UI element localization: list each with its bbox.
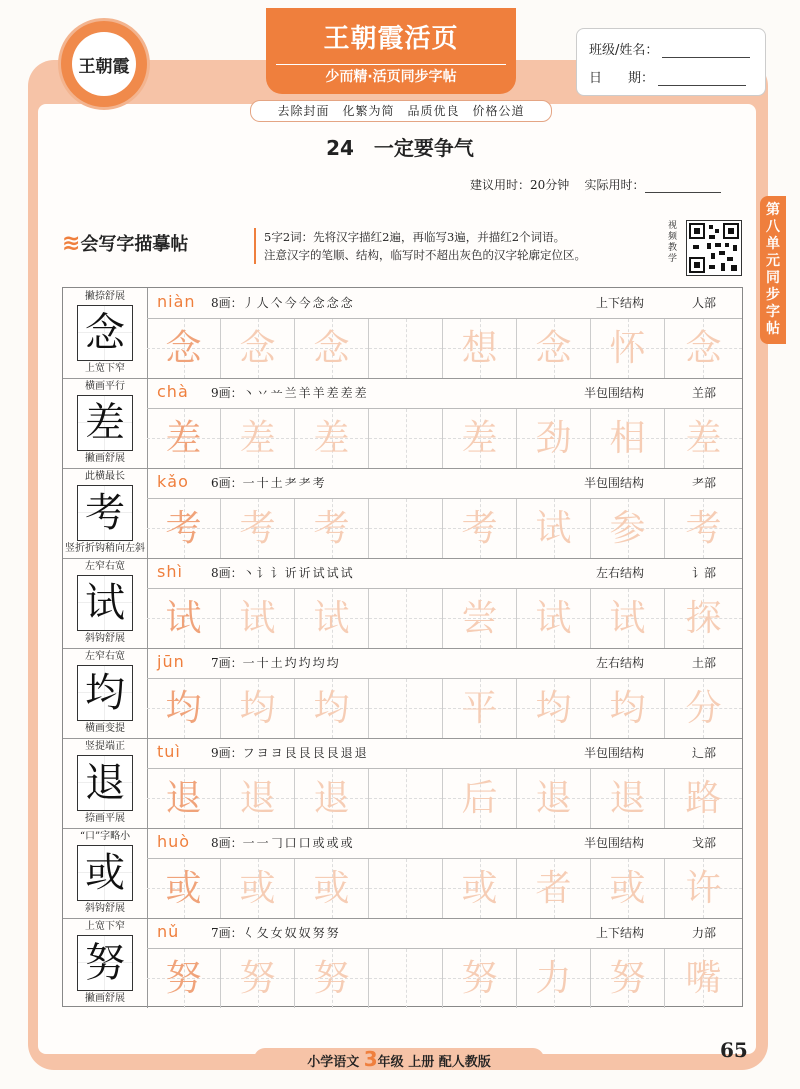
stroke-sequence: 丶丷䒑兰羊羊差差差 <box>242 386 369 400</box>
practice-grid <box>147 318 742 378</box>
trace-cell[interactable] <box>147 769 221 828</box>
char-radical: 辶部 <box>691 746 716 760</box>
model-char-box <box>77 935 133 991</box>
writing-tip-bottom: 捺画平展 <box>85 813 125 824</box>
trace-char: 考 <box>313 508 350 549</box>
trace-char: 相 <box>609 418 646 459</box>
practice-cell[interactable] <box>369 679 443 738</box>
model-char-box <box>77 395 133 451</box>
trace-char: 退 <box>165 778 202 819</box>
char-radical: 土部 <box>691 656 716 670</box>
word-cell[interactable] <box>443 769 517 828</box>
class-name-field[interactable] <box>662 43 750 58</box>
trace-char: 念 <box>535 328 572 369</box>
trace-char: 努 <box>313 958 350 999</box>
trace-char: 或 <box>165 868 202 909</box>
qr-code-icon[interactable] <box>686 220 742 276</box>
trace-char: 差 <box>239 418 276 459</box>
practice-cell[interactable] <box>369 769 443 828</box>
trace-cell[interactable] <box>295 499 369 558</box>
stroke-order <box>211 384 369 401</box>
word-cell[interactable] <box>591 409 665 468</box>
date-field[interactable] <box>658 71 746 86</box>
stroke-sequence: 丶讠讠䜣䜣试试试 <box>242 566 355 580</box>
char-row <box>63 378 742 469</box>
practice-grid <box>147 678 742 738</box>
practice-cell[interactable] <box>369 319 443 378</box>
time-info <box>470 176 721 193</box>
footer-subject: 小学语文 <box>307 1055 360 1070</box>
trace-char: 均 <box>609 688 646 729</box>
stroke-count: 8画： <box>211 566 243 580</box>
trace-char: 分 <box>685 688 722 729</box>
trace-char: 考 <box>461 508 498 549</box>
stroke-order <box>211 834 355 851</box>
practice-cell[interactable] <box>369 859 443 918</box>
trace-char: 均 <box>165 688 202 729</box>
writing-tip-bottom: 撇画舒展 <box>85 453 125 464</box>
writing-tip-top: 上宽下窄 <box>85 921 125 932</box>
char-row <box>63 918 742 1008</box>
lesson-title: 24 一定要争气 <box>326 136 474 160</box>
char-row <box>63 288 742 379</box>
word-cell[interactable] <box>591 769 665 828</box>
page-number: 65 <box>720 1038 748 1062</box>
trace-char: 念 <box>313 328 350 369</box>
trace-cell[interactable] <box>221 589 295 648</box>
trace-cell[interactable] <box>295 859 369 918</box>
char-radical: 戈部 <box>691 836 716 850</box>
trace-char: 念 <box>239 328 276 369</box>
stroke-count: 8画： <box>211 836 243 850</box>
trace-char: 退 <box>535 778 572 819</box>
footer-grade-text: 年级 <box>377 1055 404 1070</box>
char-radical: 𦍌部 <box>691 386 716 400</box>
writing-tip-top: 左窄右宽 <box>85 561 125 572</box>
stroke-order <box>211 564 355 581</box>
trace-cell[interactable] <box>221 679 295 738</box>
word-cell[interactable] <box>517 319 591 378</box>
trace-char: 者 <box>535 868 572 909</box>
trace-cell[interactable] <box>147 319 221 378</box>
word-cell[interactable] <box>665 409 742 468</box>
trace-char: 试 <box>165 598 202 639</box>
pinyin: shì <box>157 562 183 581</box>
practice-cell[interactable] <box>369 499 443 558</box>
trace-char: 退 <box>609 778 646 819</box>
trace-cell[interactable] <box>221 949 295 1008</box>
trace-char: 努 <box>461 958 498 999</box>
trace-char: 或 <box>461 868 498 909</box>
model-char-box <box>77 665 133 721</box>
practice-grid <box>147 498 742 558</box>
trace-char: 试 <box>535 598 572 639</box>
writing-tip-top: 撇捺舒展 <box>85 291 125 302</box>
stroke-sequence: 𡿨夂女奴奴努努 <box>242 926 341 940</box>
trace-char: 均 <box>239 688 276 729</box>
trace-char: 试 <box>609 598 646 639</box>
trace-cell[interactable] <box>147 949 221 1008</box>
stroke-sequence: 一一𠃌口口或或或 <box>242 836 355 850</box>
char-row <box>63 648 742 739</box>
date-label: 日 期： <box>589 71 655 86</box>
word-cell[interactable] <box>591 859 665 918</box>
stroke-order <box>211 294 355 311</box>
practice-grid <box>147 768 742 828</box>
model-char: 差 <box>85 400 125 446</box>
trace-char: 努 <box>239 958 276 999</box>
brand-title: 王朝霞活页 <box>323 24 459 54</box>
writing-tip-bottom: 上宽下窄 <box>85 363 125 374</box>
logo <box>58 18 150 110</box>
word-cell[interactable] <box>443 499 517 558</box>
writing-tip-top: 左窄右宽 <box>85 651 125 662</box>
trace-char: 想 <box>461 328 498 369</box>
slogan: 去除封面 化繁为简 品质优良 价格公道 <box>250 100 552 122</box>
char-row <box>63 558 742 649</box>
word-cell[interactable] <box>443 589 517 648</box>
trace-char: 劲 <box>535 418 572 459</box>
stroke-count: 9画： <box>211 386 243 400</box>
char-structure: 半包围结构 <box>583 746 644 760</box>
trace-char: 或 <box>609 868 646 909</box>
footer-band <box>254 1048 544 1070</box>
trace-cell[interactable] <box>147 499 221 558</box>
char-model-cell <box>63 648 148 738</box>
char-radical: 耂部 <box>691 476 716 490</box>
word-cell[interactable] <box>591 499 665 558</box>
char-row <box>63 828 742 919</box>
word-cell[interactable] <box>517 949 591 1008</box>
trace-char: 或 <box>313 868 350 909</box>
word-cell[interactable] <box>665 769 742 828</box>
stroke-count: 6画： <box>211 476 243 490</box>
trace-char: 试 <box>535 508 572 549</box>
model-char: 退 <box>85 760 125 806</box>
writing-tip-bottom: 竖折折钩稍向左斜 <box>65 543 145 554</box>
writing-tip-top: 竖提端正 <box>85 741 125 752</box>
stroke-count: 9画： <box>211 746 243 760</box>
char-structure: 上下结构 <box>595 926 644 940</box>
practice-grid <box>147 858 742 918</box>
trace-char: 试 <box>313 598 350 639</box>
model-char: 念 <box>85 310 125 356</box>
actual-time-label: 实际用时： <box>584 178 645 192</box>
char-model-cell <box>63 738 148 828</box>
trace-char: 退 <box>313 778 350 819</box>
unit-side-tab: 第八单元同步字帖 <box>760 196 786 344</box>
model-char-box <box>77 845 133 901</box>
trace-char: 念 <box>165 328 202 369</box>
word-cell[interactable] <box>665 499 742 558</box>
trace-cell[interactable] <box>295 679 369 738</box>
stroke-sequence: 一十土耂耂考 <box>242 476 327 490</box>
model-char: 均 <box>85 670 125 716</box>
word-cell[interactable] <box>517 589 591 648</box>
trace-char: 退 <box>239 778 276 819</box>
trace-cell[interactable] <box>221 499 295 558</box>
char-row <box>63 738 742 829</box>
trace-char: 探 <box>685 598 722 639</box>
trace-cell[interactable] <box>147 409 221 468</box>
actual-time-field[interactable] <box>645 180 721 193</box>
writing-tip-top: “口”字略小 <box>79 831 131 842</box>
model-char: 努 <box>85 940 125 986</box>
stroke-order <box>211 474 327 491</box>
word-cell[interactable] <box>665 589 742 648</box>
practice-cell[interactable] <box>369 949 443 1008</box>
writing-tip-top: 横画平行 <box>85 381 125 392</box>
word-cell[interactable] <box>665 319 742 378</box>
pinyin: tuì <box>157 742 181 761</box>
trace-cell[interactable] <box>295 319 369 378</box>
word-cell[interactable] <box>591 949 665 1008</box>
char-structure: 左右结构 <box>595 656 644 670</box>
trace-char: 差 <box>461 418 498 459</box>
footer-edition: 配人教版 <box>438 1055 491 1070</box>
model-char-box <box>77 305 133 361</box>
word-cell[interactable] <box>591 319 665 378</box>
word-cell[interactable] <box>665 859 742 918</box>
writing-tip-top: 此横最长 <box>85 471 125 482</box>
char-radical: 人部 <box>691 296 716 310</box>
model-char-box <box>77 485 133 541</box>
qr-label: 视频教学 <box>668 221 678 264</box>
pinyin: chà <box>157 382 189 401</box>
trace-char: 嘴 <box>685 958 722 999</box>
trace-char: 差 <box>165 418 202 459</box>
stroke-count: 7画： <box>211 656 243 670</box>
trace-char: 念 <box>685 328 722 369</box>
trace-char: 差 <box>313 418 350 459</box>
char-radical: 力部 <box>691 926 716 940</box>
stroke-count: 8画： <box>211 296 243 310</box>
word-cell[interactable] <box>443 409 517 468</box>
trace-char: 均 <box>535 688 572 729</box>
instruction-line-2: 注意汉字的笔顺、结构，临写时不超出灰色的汉字轮廓定位区。 <box>264 248 586 262</box>
stroke-sequence: 丿人亽今今念念念 <box>242 296 355 310</box>
trace-cell[interactable] <box>221 769 295 828</box>
trace-char: 均 <box>313 688 350 729</box>
trace-char: 参 <box>609 508 646 549</box>
word-cell[interactable] <box>591 679 665 738</box>
trace-char: 尝 <box>461 598 498 639</box>
logo-text: 王朝霞 <box>78 56 130 77</box>
word-cell[interactable] <box>665 949 742 1008</box>
writing-tip-bottom: 撇画舒展 <box>85 993 125 1004</box>
char-model-cell <box>63 918 148 1008</box>
word-cell[interactable] <box>443 319 517 378</box>
trace-cell[interactable] <box>295 949 369 1008</box>
class-name-label: 班级/姓名： <box>589 43 659 58</box>
section-title-text: 会写字描摹帖 <box>80 234 189 255</box>
trace-char: 怀 <box>609 328 646 369</box>
footer-term: 上册 <box>408 1055 435 1070</box>
pinyin: kǎo <box>157 472 189 491</box>
trace-char: 许 <box>685 868 722 909</box>
char-structure: 半包围结构 <box>583 836 644 850</box>
char-structure: 半包围结构 <box>583 386 644 400</box>
trace-cell[interactable] <box>221 859 295 918</box>
section-title <box>62 230 188 256</box>
word-cell[interactable] <box>443 679 517 738</box>
instruction-line-1: 5字2词：先将汉字描红2遍，再临写3遍，并描红2个词语。 <box>264 230 566 244</box>
trace-char: 差 <box>685 418 722 459</box>
wave-icon: ≋ <box>62 230 77 256</box>
char-model-cell <box>63 558 148 648</box>
trace-cell[interactable] <box>295 769 369 828</box>
char-row <box>63 468 742 559</box>
model-char: 或 <box>85 850 125 896</box>
practice-grid <box>147 948 742 1008</box>
char-structure: 半包围结构 <box>583 476 644 490</box>
model-char: 考 <box>85 490 125 536</box>
trace-char: 后 <box>461 778 498 819</box>
stroke-sequence: フヨヨ艮艮艮艮退退 <box>242 746 369 760</box>
trace-cell[interactable] <box>221 409 295 468</box>
word-cell[interactable] <box>517 499 591 558</box>
pinyin: huò <box>157 832 191 851</box>
stroke-sequence: 一十土圴圴均均 <box>242 656 341 670</box>
trace-cell[interactable] <box>221 319 295 378</box>
model-char-box <box>77 575 133 631</box>
writing-tip-bottom: 斜钩舒展 <box>85 903 125 914</box>
practice-grid <box>147 408 742 468</box>
practice-table <box>62 287 743 1007</box>
word-cell[interactable] <box>591 589 665 648</box>
trace-char: 路 <box>685 778 722 819</box>
word-cell[interactable] <box>517 409 591 468</box>
char-model-cell <box>63 468 148 558</box>
char-model-cell <box>63 378 148 468</box>
section-instructions <box>254 228 674 264</box>
trace-cell[interactable] <box>147 679 221 738</box>
word-cell[interactable] <box>443 949 517 1008</box>
trace-char: 考 <box>165 508 202 549</box>
trace-cell[interactable] <box>147 589 221 648</box>
word-cell[interactable] <box>443 859 517 918</box>
word-cell[interactable] <box>665 679 742 738</box>
model-char-box <box>77 755 133 811</box>
pinyin: jūn <box>157 652 185 671</box>
trace-char: 考 <box>685 508 722 549</box>
practice-grid <box>147 588 742 648</box>
stroke-count: 7画： <box>211 926 243 940</box>
char-structure: 上下结构 <box>595 296 644 310</box>
brand-subtitle: 少而精·活页同步字帖 <box>276 64 506 87</box>
trace-cell[interactable] <box>295 589 369 648</box>
model-char: 试 <box>85 580 125 626</box>
pinyin: nǔ <box>157 922 180 941</box>
stroke-order <box>211 924 341 941</box>
char-model-cell <box>63 288 148 378</box>
char-model-cell <box>63 828 148 918</box>
trace-char: 努 <box>165 958 202 999</box>
trace-char: 努 <box>609 958 646 999</box>
trace-char: 试 <box>239 598 276 639</box>
student-info-box <box>576 28 766 96</box>
footer-grade-number: 3 <box>363 1047 378 1071</box>
brand-banner <box>266 8 516 94</box>
practice-cell[interactable] <box>369 409 443 468</box>
word-cell[interactable] <box>517 679 591 738</box>
suggested-time: 建议用时：20分钟 <box>470 178 570 192</box>
char-structure: 左右结构 <box>595 566 644 580</box>
word-cell[interactable] <box>517 769 591 828</box>
practice-cell[interactable] <box>369 589 443 648</box>
char-radical: 讠部 <box>691 566 716 580</box>
word-cell[interactable] <box>517 859 591 918</box>
pinyin: niàn <box>157 292 196 311</box>
stroke-order <box>211 654 341 671</box>
writing-tip-bottom: 横画变提 <box>85 723 125 734</box>
trace-cell[interactable] <box>295 409 369 468</box>
trace-char: 力 <box>535 958 572 999</box>
trace-cell[interactable] <box>147 859 221 918</box>
trace-char: 考 <box>239 508 276 549</box>
trace-char: 平 <box>461 688 498 729</box>
stroke-order <box>211 744 369 761</box>
trace-char: 或 <box>239 868 276 909</box>
writing-tip-bottom: 斜钩舒展 <box>85 633 125 644</box>
